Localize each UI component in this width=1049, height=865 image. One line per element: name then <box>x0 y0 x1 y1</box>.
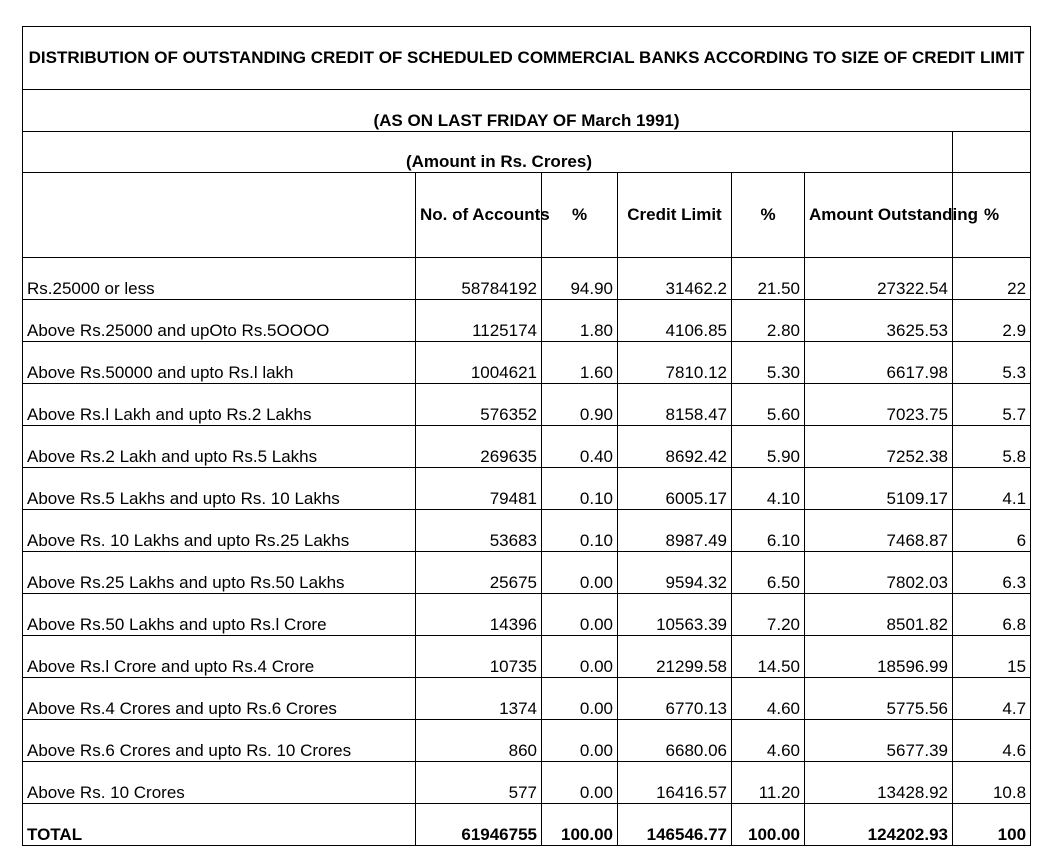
cell-credit-limit: 6680.06 <box>618 720 732 762</box>
cell-pct-accounts: 0.90 <box>542 384 618 426</box>
cell-pct-accounts: 0.00 <box>542 636 618 678</box>
cell-credit-limit: 21299.58 <box>618 636 732 678</box>
cell-amount-outstanding: 7802.03 <box>805 552 953 594</box>
cell-pct-accounts: 0.10 <box>542 468 618 510</box>
cell-credit-limit: 16416.57 <box>618 762 732 804</box>
table-row <box>23 594 1031 636</box>
cell-amount-outstanding: 8501.82 <box>805 594 953 636</box>
cell-pct-accounts: 0.00 <box>542 678 618 720</box>
cell-pct-credit: 5.60 <box>732 384 805 426</box>
total-row-label: TOTAL <box>23 804 416 846</box>
cell-credit-limit: 6770.13 <box>618 678 732 720</box>
row-label: Above Rs. 10 Crores <box>23 762 416 804</box>
cell-pct-outstanding: 4.7 <box>953 678 1031 720</box>
cell-pct-accounts: 1.60 <box>542 342 618 384</box>
row-label: Above Rs.25000 and upOto Rs.5OOOO <box>23 300 416 342</box>
total-cell-pct-outstanding: 100 <box>953 804 1031 846</box>
cell-pct-accounts: 0.40 <box>542 426 618 468</box>
cell-pct-outstanding: 5.7 <box>953 384 1031 426</box>
cell-credit-limit: 10563.39 <box>618 594 732 636</box>
cell-pct-credit: 4.60 <box>732 720 805 762</box>
cell-accounts: 58784192 <box>416 258 542 300</box>
credit-distribution-table <box>22 26 1031 846</box>
cell-pct-credit: 14.50 <box>732 636 805 678</box>
table-row <box>23 258 1031 300</box>
cell-pct-credit: 5.90 <box>732 426 805 468</box>
cell-pct-outstanding: 10.8 <box>953 762 1031 804</box>
table-row <box>23 342 1031 384</box>
cell-pct-outstanding: 6.8 <box>953 594 1031 636</box>
cell-accounts: 1004621 <box>416 342 542 384</box>
header-credit-limit: Credit Limit <box>618 173 732 258</box>
table-subtitle: (AS ON LAST FRIDAY OF March 1991) <box>23 90 1031 132</box>
cell-pct-credit: 5.30 <box>732 342 805 384</box>
cell-accounts: 53683 <box>416 510 542 552</box>
table-row <box>23 300 1031 342</box>
cell-pct-credit: 21.50 <box>732 258 805 300</box>
header-amount-outstanding: Amount Outstanding <box>805 173 953 258</box>
table-row <box>23 384 1031 426</box>
row-label: Rs.25000 or less <box>23 258 416 300</box>
cell-amount-outstanding: 3625.53 <box>805 300 953 342</box>
cell-accounts: 269635 <box>416 426 542 468</box>
header-pct-accounts: % <box>542 173 618 258</box>
cell-pct-outstanding: 4.1 <box>953 468 1031 510</box>
unit-note: (Amount in Rs. Crores) <box>23 132 953 173</box>
total-cell-pct-credit: 100.00 <box>732 804 805 846</box>
header-size <box>23 173 416 258</box>
cell-accounts: 79481 <box>416 468 542 510</box>
row-label: Above Rs.6 Crores and upto Rs. 10 Crores <box>23 720 416 762</box>
cell-accounts: 860 <box>416 720 542 762</box>
header-pct-outstanding: % <box>953 173 1031 258</box>
table-row <box>23 636 1031 678</box>
header-row <box>23 173 1031 258</box>
cell-credit-limit: 9594.32 <box>618 552 732 594</box>
row-label: Above Rs.5 Lakhs and upto Rs. 10 Lakhs <box>23 468 416 510</box>
cell-amount-outstanding: 18596.99 <box>805 636 953 678</box>
table-row <box>23 468 1031 510</box>
header-accounts: No. of Accounts <box>416 173 542 258</box>
cell-pct-accounts: 1.80 <box>542 300 618 342</box>
cell-pct-credit: 4.10 <box>732 468 805 510</box>
table-row <box>23 678 1031 720</box>
cell-pct-accounts: 94.90 <box>542 258 618 300</box>
cell-pct-outstanding: 2.9 <box>953 300 1031 342</box>
row-label: Above Rs. 10 Lakhs and upto Rs.25 Lakhs <box>23 510 416 552</box>
cell-pct-outstanding: 5.8 <box>953 426 1031 468</box>
total-cell-accounts: 61946755 <box>416 804 542 846</box>
table-row <box>23 426 1031 468</box>
cell-accounts: 1374 <box>416 678 542 720</box>
cell-pct-outstanding: 6 <box>953 510 1031 552</box>
row-label: Above Rs.2 Lakh and upto Rs.5 Lakhs <box>23 426 416 468</box>
cell-pct-outstanding: 4.6 <box>953 720 1031 762</box>
cell-accounts: 10735 <box>416 636 542 678</box>
header-pct-credit: % <box>732 173 805 258</box>
cell-accounts: 1125174 <box>416 300 542 342</box>
table-row <box>23 720 1031 762</box>
cell-accounts: 25675 <box>416 552 542 594</box>
cell-accounts: 576352 <box>416 384 542 426</box>
cell-pct-credit: 6.50 <box>732 552 805 594</box>
cell-amount-outstanding: 13428.92 <box>805 762 953 804</box>
row-label: Above Rs.l Crore and upto Rs.4 Crore <box>23 636 416 678</box>
cell-amount-outstanding: 5775.56 <box>805 678 953 720</box>
cell-pct-outstanding: 6.3 <box>953 552 1031 594</box>
row-label: Above Rs.4 Crores and upto Rs.6 Crores <box>23 678 416 720</box>
cell-amount-outstanding: 27322.54 <box>805 258 953 300</box>
cell-pct-credit: 4.60 <box>732 678 805 720</box>
cell-pct-outstanding: 15 <box>953 636 1031 678</box>
row-label: Above Rs.l Lakh and upto Rs.2 Lakhs <box>23 384 416 426</box>
cell-pct-accounts: 0.10 <box>542 510 618 552</box>
cell-pct-credit: 2.80 <box>732 300 805 342</box>
cell-pct-accounts: 0.00 <box>542 594 618 636</box>
cell-amount-outstanding: 7468.87 <box>805 510 953 552</box>
total-cell-pct-accounts: 100.00 <box>542 804 618 846</box>
cell-amount-outstanding: 6617.98 <box>805 342 953 384</box>
table-row <box>23 762 1031 804</box>
cell-pct-credit: 11.20 <box>732 762 805 804</box>
cell-accounts: 577 <box>416 762 542 804</box>
row-label: Above Rs.50000 and upto Rs.l lakh <box>23 342 416 384</box>
total-cell-credit-limit: 146546.77 <box>618 804 732 846</box>
cell-pct-accounts: 0.00 <box>542 720 618 762</box>
row-label: Above Rs.25 Lakhs and upto Rs.50 Lakhs <box>23 552 416 594</box>
cell-credit-limit: 8987.49 <box>618 510 732 552</box>
total-row <box>23 804 1031 846</box>
cell-credit-limit: 8158.47 <box>618 384 732 426</box>
cell-accounts: 14396 <box>416 594 542 636</box>
cell-credit-limit: 7810.12 <box>618 342 732 384</box>
table-row <box>23 510 1031 552</box>
total-cell-amount-outstanding: 124202.93 <box>805 804 953 846</box>
cell-pct-accounts: 0.00 <box>542 552 618 594</box>
table-title: DISTRIBUTION OF OUTSTANDING CREDIT OF SCHEDULED COMMERCIAL BANKS ACCORDING TO SIZE OF CREDIT LIMIT <box>23 27 1031 90</box>
cell-amount-outstanding: 7252.38 <box>805 426 953 468</box>
cell-pct-outstanding: 22 <box>953 258 1031 300</box>
cell-amount-outstanding: 7023.75 <box>805 384 953 426</box>
row-label: Above Rs.50 Lakhs and upto Rs.l Crore <box>23 594 416 636</box>
cell-pct-outstanding: 5.3 <box>953 342 1031 384</box>
cell-pct-credit: 7.20 <box>732 594 805 636</box>
cell-credit-limit: 6005.17 <box>618 468 732 510</box>
cell-credit-limit: 4106.85 <box>618 300 732 342</box>
cell-pct-credit: 6.10 <box>732 510 805 552</box>
cell-pct-accounts: 0.00 <box>542 762 618 804</box>
unit-empty-cell <box>953 132 1031 173</box>
table-row <box>23 552 1031 594</box>
cell-credit-limit: 8692.42 <box>618 426 732 468</box>
cell-credit-limit: 31462.2 <box>618 258 732 300</box>
cell-amount-outstanding: 5677.39 <box>805 720 953 762</box>
cell-amount-outstanding: 5109.17 <box>805 468 953 510</box>
